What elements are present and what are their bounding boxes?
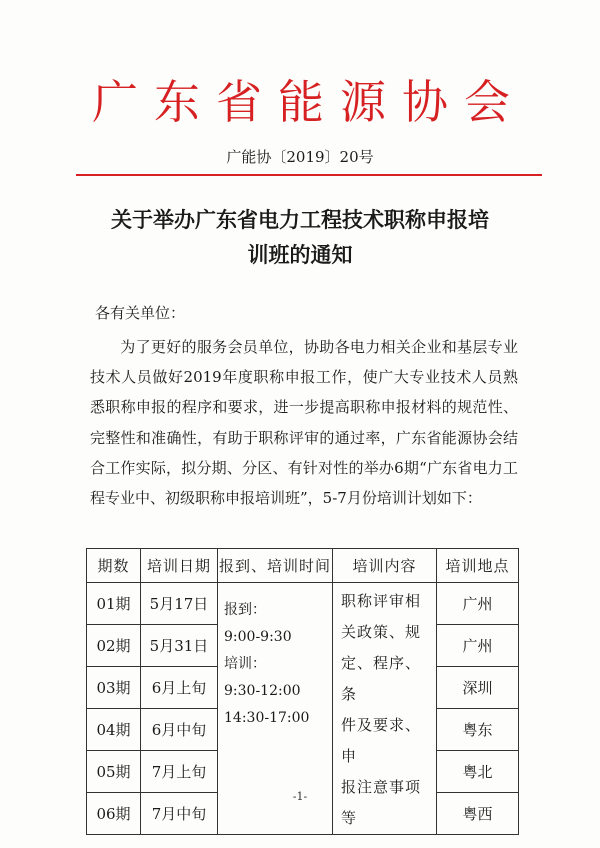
date-cell: 5月17日 bbox=[141, 583, 218, 625]
location-cell: 深圳 bbox=[437, 667, 519, 709]
location-cell: 粤东 bbox=[437, 709, 519, 751]
header-period: 期数 bbox=[87, 549, 141, 583]
date-cell: 7月中旬 bbox=[141, 793, 218, 835]
header-content: 培训内容 bbox=[333, 549, 437, 583]
training-am: 9:30-12:00 bbox=[224, 683, 301, 699]
content-line: 定、程序、条 bbox=[341, 654, 422, 703]
date-cell: 7月上旬 bbox=[141, 751, 218, 793]
period-cell: 03期 bbox=[87, 667, 141, 709]
date-cell: 6月上旬 bbox=[141, 667, 218, 709]
content-line: 职称评审相 bbox=[341, 592, 422, 610]
period-cell: 06期 bbox=[87, 793, 141, 835]
date-cell: 5月31日 bbox=[141, 625, 218, 667]
notice-title-line2: 训班的通知 bbox=[247, 242, 353, 267]
content-line: 件及要求、申 bbox=[341, 716, 422, 765]
notice-title-line1: 关于举办广东省电力工程技术职称申报培 bbox=[111, 207, 489, 232]
location-cell: 粤西 bbox=[437, 793, 519, 835]
checkin-label: 报到： bbox=[224, 602, 266, 618]
notice-title bbox=[80, 202, 520, 272]
location-cell: 粤北 bbox=[437, 751, 519, 793]
page-number: -1- bbox=[292, 790, 308, 803]
red-divider-line bbox=[76, 174, 542, 176]
header-time: 报到、培训时间 bbox=[218, 549, 333, 583]
body-text: 为了更好的服务会员单位，协助各电力相关企业和基层专业技术人员做好2019年度职称申报工作，使广大专业技术人员熟悉职称申报的程序和要求，进一步提高职称申报材料的规范性、完整性和准确性，有助于职称评审的通过率，广东省能源协会结合工作实际，拟分期、分区、有针对性的举办6期“广东省电力工程专业中、初级职称申报培训班”，5-7月份培训计划如下： bbox=[90, 338, 518, 508]
date-cell: 6月中旬 bbox=[141, 709, 218, 751]
training-pm: 14:30-17:00 bbox=[224, 710, 310, 726]
training-label: 培训： bbox=[224, 656, 266, 672]
org-name-header: 广东省能源协会 bbox=[92, 75, 526, 129]
body-paragraph bbox=[90, 332, 518, 513]
checkin-time: 9:00-9:30 bbox=[224, 629, 292, 645]
document-number: 广能协〔2019〕20号 bbox=[226, 148, 374, 166]
location-cell: 广州 bbox=[437, 583, 519, 625]
content-line: 报注意事项 bbox=[341, 778, 422, 796]
table-header-row bbox=[87, 549, 519, 583]
content-line: 等 bbox=[341, 809, 358, 827]
period-cell: 04期 bbox=[87, 709, 141, 751]
header-location: 培训地点 bbox=[437, 549, 519, 583]
period-cell: 01期 bbox=[87, 583, 141, 625]
header-date: 培训日期 bbox=[141, 549, 218, 583]
period-cell: 05期 bbox=[87, 751, 141, 793]
salutation: 各有关单位： bbox=[95, 304, 186, 322]
content-line: 关政策、规 bbox=[341, 623, 422, 641]
table-row bbox=[87, 583, 519, 625]
location-cell: 广州 bbox=[437, 625, 519, 667]
period-cell: 02期 bbox=[87, 625, 141, 667]
